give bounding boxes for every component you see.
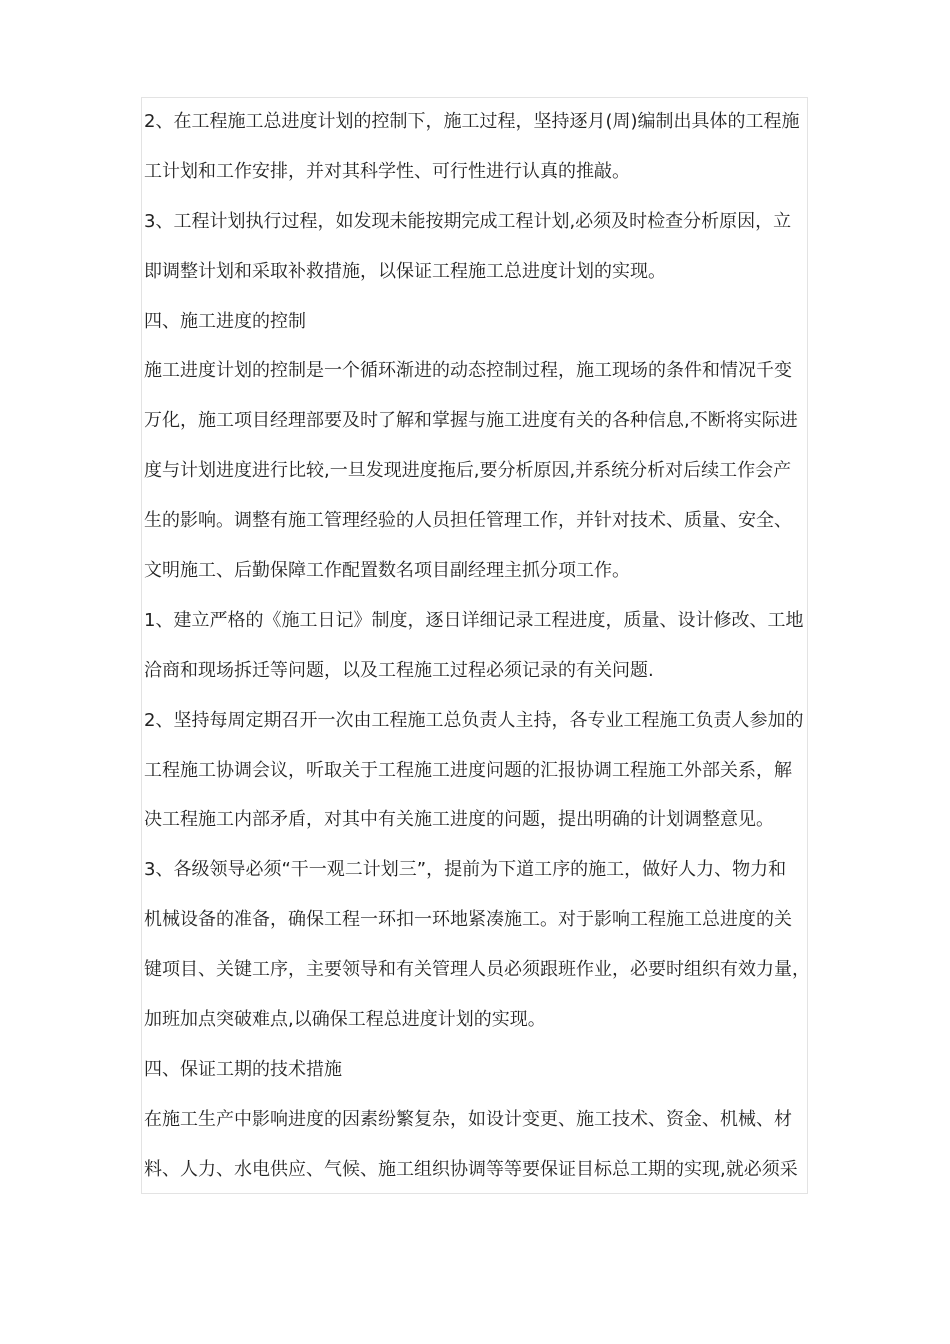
section-heading: 四、保证工期的技术措施 <box>144 1058 342 1080</box>
text-line: 洽商和现场拆迁等问题，以及工程施工过程必须记录的有关问题. <box>144 659 654 681</box>
text-line: 生的影响。调整有施工管理经验的人员担任管理工作，并针对技术、质量、安全、 <box>144 510 792 532</box>
text-line: 决工程施工内部矛盾，对其中有关施工进度的问题，提出明确的计划调整意见。 <box>144 809 774 831</box>
document-body <box>144 97 820 1195</box>
text-line: 工计划和工作安排，并对其科学性、可行性进行认真的推敲。 <box>144 160 630 182</box>
text-line: 在施工生产中影响进度的因素纷繁复杂，如设计变更、施工技术、资金、机械、材 <box>144 1108 792 1130</box>
text-line: 3、各级领导必须“干一观二计划三”，提前为下道工序的施工，做好人力、物力和 <box>144 859 787 881</box>
text-line: 键项目、关键工序，主要领导和有关管理人员必须跟班作业，必要时组织有效力量， <box>144 959 810 981</box>
text-line: 机械设备的准备，确保工程一环扣一环地紧凑施工。对于影响工程施工总进度的关 <box>144 909 792 931</box>
section-heading: 四、施工进度的控制 <box>144 310 306 332</box>
text-line: 度与计划进度进行比较,一旦发现进度拖后,要分析原因,并系统分析对后续工作会产 <box>144 460 792 482</box>
text-line: 3、工程计划执行过程，如发现未能按期完成工程计划,必须及时检查分析原因，立 <box>144 210 792 232</box>
text-line: 施工进度计划的控制是一个循环渐进的动态控制过程，施工现场的条件和情况千变 <box>144 360 792 382</box>
text-line: 1、建立严格的《施工日记》制度，逐日详细记录工程进度，质量、设计修改、工地 <box>144 609 804 631</box>
text-line: 2、坚持每周定期召开一次由工程施工总负责人主持，各专业工程施工负责人参加的 <box>144 709 804 731</box>
text-line: 即调整计划和采取补救措施，以保证工程施工总进度计划的实现。 <box>144 260 666 282</box>
text-line: 2、在工程施工总进度计划的控制下，施工过程，坚持逐月(周)编制出具体的工程施 <box>144 111 800 132</box>
text-line: 料、人力、水电供应、气候、施工组织协调等等要保证目标总工期的实现,就必须采 <box>144 1158 798 1180</box>
text-line: 加班加点突破难点,以确保工程总进度计划的实现。 <box>144 1009 546 1031</box>
text-line: 文明施工、后勤保障工作配置数名项目副经理主抓分项工作。 <box>144 560 630 582</box>
text-line: 工程施工协调会议，听取关于工程施工进度问题的汇报协调工程施工外部关系，解 <box>144 759 792 781</box>
text-line: 万化，施工项目经理部要及时了解和掌握与施工进度有关的各种信息,不断将实际进 <box>144 410 798 432</box>
